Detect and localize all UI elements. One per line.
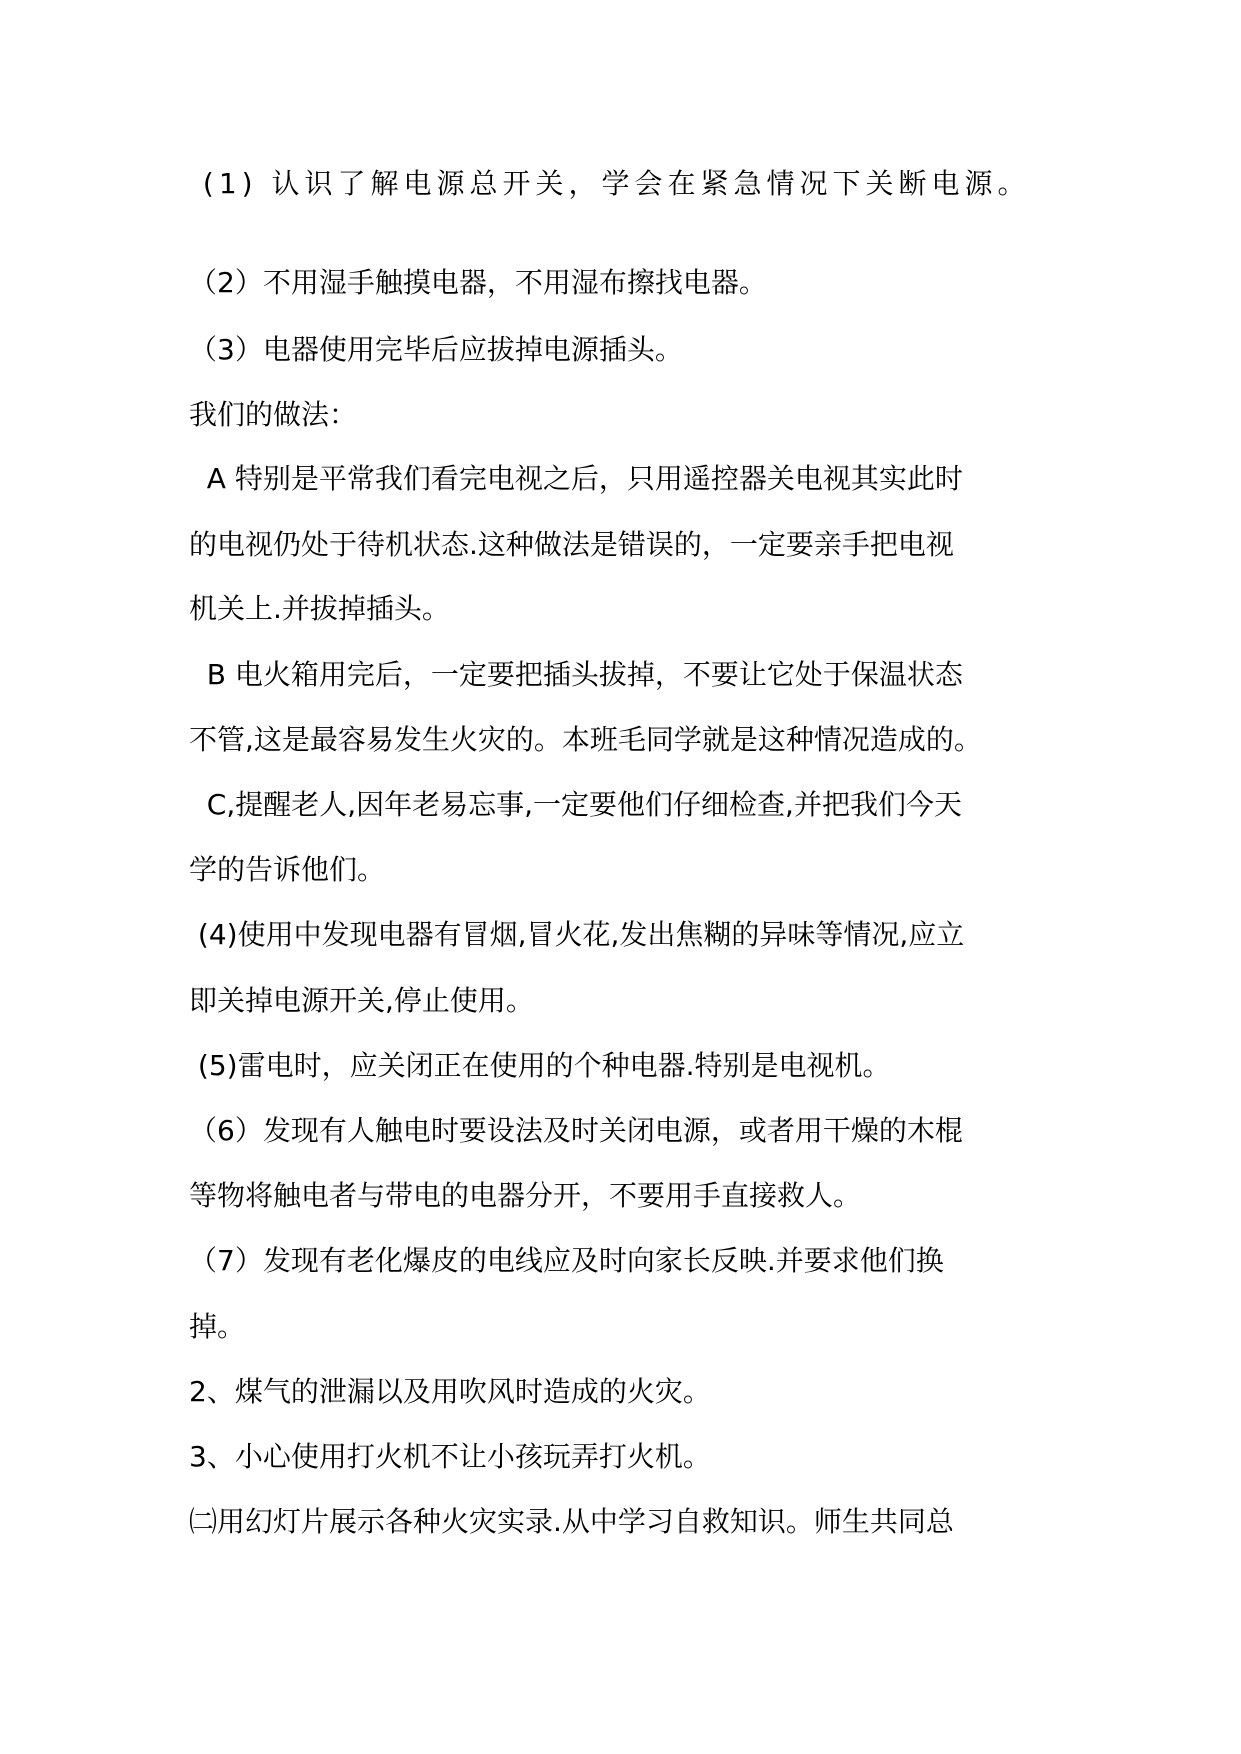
paragraph-line: 的电视仍处于待机状态.这种做法是错误的，一定要亲手把电视	[189, 528, 954, 561]
paragraph-line: (1) 认识了解电源总开关，学会在紧急情况下关断电源。	[189, 167, 1031, 200]
paragraph-line: 机关上.并拔掉插头。	[189, 592, 450, 625]
paragraph-line: 掉。	[189, 1310, 246, 1343]
paragraph-line: 我们的做法：	[189, 398, 358, 431]
paragraph-line: （2）不用湿手触摸电器，不用湿布擦找电器。	[189, 266, 767, 299]
paragraph-line: （7）发现有老化爆皮的电线应及时向家长反映.并要求他们换	[189, 1244, 944, 1277]
paragraph-line: ㈡用幻灯片展示各种火灾实录.从中学习自救知识。师生共同总	[189, 1505, 954, 1538]
paragraph-line: C,提醒老人,因年老易忘事,一定要他们仔细检查,并把我们今天	[189, 788, 962, 821]
paragraph-line: 3、小心使用打火机不让小孩玩弄打火机。	[189, 1440, 711, 1473]
paragraph-line: （3）电器使用完毕后应拔掉电源插头。	[189, 333, 683, 366]
paragraph-line: A 特别是平常我们看完电视之后，只用遥控器关电视其实此时	[189, 462, 963, 495]
paragraph-line: B 电火箱用完后，一定要把插头拔掉，不要让它处于保温状态	[189, 658, 963, 691]
paragraph-line: 即关掉电源开关,停止使用。	[189, 984, 534, 1017]
paragraph-line: 不管,这是最容易发生火灾的。本班毛同学就是这种情况造成的。	[189, 723, 982, 756]
paragraph-line: (5)雷电时，应关闭正在使用的个种电器.特别是电视机。	[189, 1049, 891, 1082]
paragraph-line: 2、煤气的泄漏以及用吹风时造成的火灾。	[189, 1375, 711, 1408]
paragraph-line: 学的告诉他们。	[189, 853, 386, 886]
paragraph-line: (4)使用中发现电器有冒烟,冒火花,发出焦糊的异味等情况,应立	[189, 918, 965, 951]
paragraph-line: 等物将触电者与带电的电器分开，不要用手直接救人。	[189, 1179, 862, 1212]
paragraph-line: （6）发现有人触电时要设法及时关闭电源，或者用干燥的木棍	[189, 1114, 963, 1147]
